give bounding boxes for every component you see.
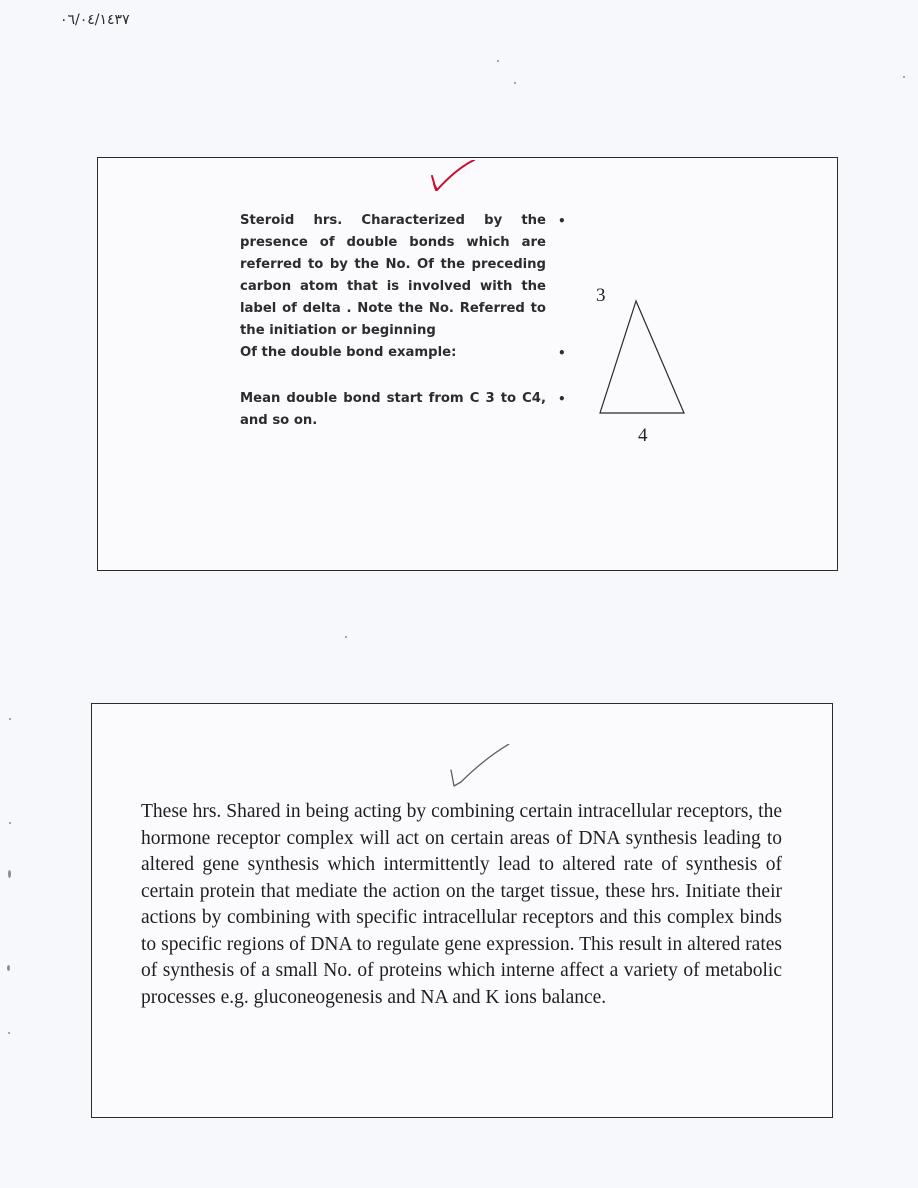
bullet-text: Mean double bond start from C 3 to C4, and so on. xyxy=(240,391,546,428)
slide-hormone-receptor xyxy=(91,703,833,1118)
scan-speck xyxy=(9,718,11,720)
bullet-item xyxy=(240,342,566,382)
scan-speck xyxy=(8,870,11,878)
bullet-item xyxy=(240,210,566,342)
scan-speck xyxy=(497,60,499,62)
delta-diagram xyxy=(596,283,696,453)
body-paragraph: These hrs. Shared in being acting by combining certain intracellular receptors, the hormone receptor complex will act on certain areas of DNA synthesis leading to altered gene synthesis which intermittently lead to altered rate of synthesis of certain protein that mediate the action on the target tissue, these hrs. Initiate their actions by combining with specific intracellular receptors and this complex binds to specific regions of DNA to regulate gene expression. This result in altered rates of synthesis of a small No. of proteins which interne affect a variety of metabolic processes e.g. gluconeogenesis and NA and K ions balance. xyxy=(141,801,782,1008)
bullet-item xyxy=(240,388,566,432)
delta-bottom-label: 4 xyxy=(638,425,648,446)
delta-top-label: 3 xyxy=(596,285,606,306)
scan-speck xyxy=(9,822,11,824)
bullet-marker: • xyxy=(558,214,566,228)
bullet-marker: • xyxy=(558,392,566,406)
bullet-text: Steroid hrs. Characterized by the presence of double bonds which are referred to by the No. Of the preceding carbon atom that is involved with the label of delta . Note the No. Referred to the initiation or beginning xyxy=(240,213,546,338)
scan-speck xyxy=(345,636,347,638)
bullet-list xyxy=(240,210,566,432)
check-mark-icon xyxy=(449,744,511,790)
scan-speck xyxy=(514,82,516,84)
scan-speck xyxy=(8,1032,10,1034)
bullet-marker: • xyxy=(558,346,566,360)
check-mark-icon xyxy=(428,160,476,194)
date-stamp: ٠٦/٠٤/١٤٣٧ xyxy=(60,12,130,28)
bullet-text: Of the double bond example: xyxy=(240,345,457,360)
scan-speck xyxy=(903,76,905,78)
slide-steroid-double-bonds xyxy=(97,157,838,571)
scan-speck xyxy=(7,965,10,971)
